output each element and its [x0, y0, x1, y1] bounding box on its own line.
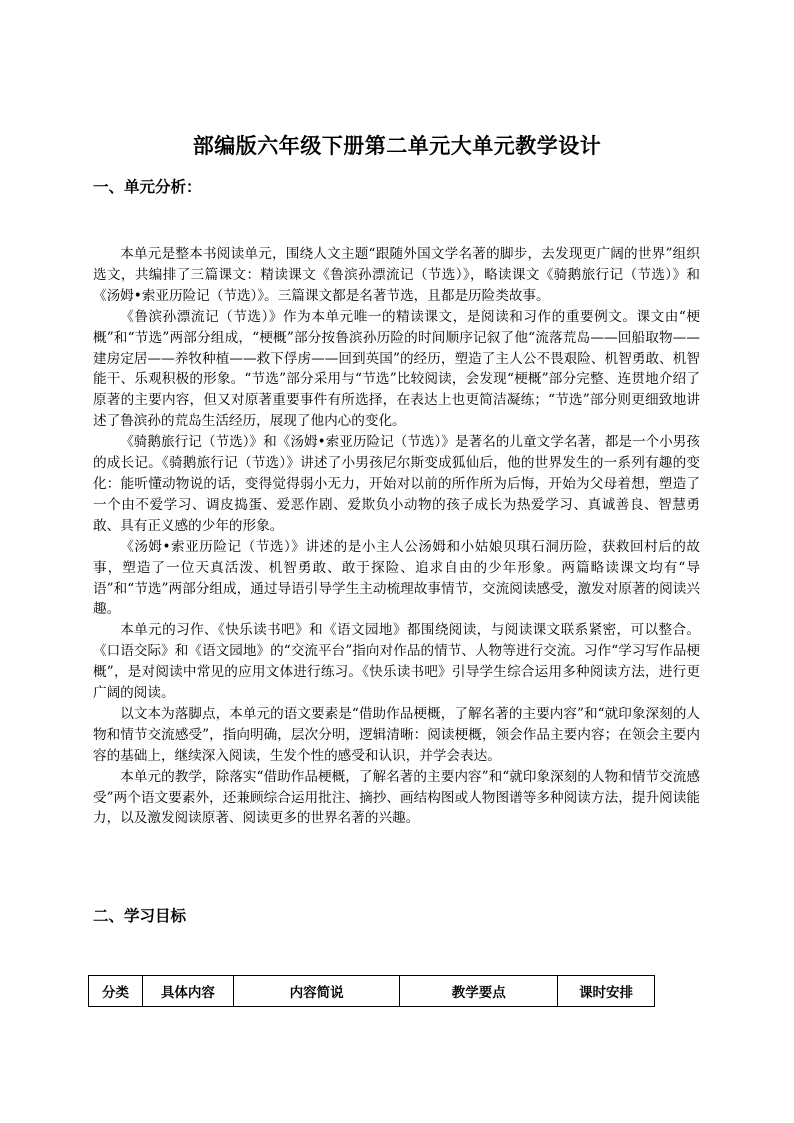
section-heading-learning-goals: 二、学习目标	[93, 907, 187, 925]
table-header-schedule: 课时安排	[558, 976, 655, 1007]
table-header-row	[89, 976, 655, 1007]
table-header-summary: 内容简说	[233, 976, 400, 1007]
document-title: 部编版六年级下册第二单元大单元教学设计	[192, 134, 602, 158]
paragraph-4: 《汤姆•索亚历险记（节选）》讲述的是小主人公汤姆和小姑娘贝琪石洞历险，获救回村后的故事，塑造了一位天真活泼、机智勇敢、敢于探险、追求自由的少年形象。两篇略读课文均有“导语”和“节选”两部分组成，通过导语引导学生主动梳理故事情节，交流阅读感受，激发对原著的阅读兴趣。	[93, 538, 700, 618]
paragraph-1: 本单元是整本书阅读单元，围绕人文主题“跟随外国文学名著的脚步，去发现更广阔的世界”组织选文，共编排了三篇课文：精读课文《鲁滨孙漂流记（节选）》，略读课文《骑鹅旅行记（节选）》和《汤姆•索亚历险记（节选）》。三篇课文都是名著节选，且都是历险类故事。	[93, 246, 700, 304]
table-header-category: 分类	[89, 976, 143, 1007]
paragraph-2: 《鲁滨孙漂流记（节选）》作为本单元唯一的精读课文，是阅读和习作的重要例文。课文由“梗概”和“节选”两部分组成，“梗概”部分按鲁滨孙历险的时间顺序记叙了他“流落荒岛——回船取物——建房定居——养牧种植——救下俘虏——回到英国”的经历，塑造了主人公不畏艰险、机智勇敢、机智能干、乐观积极的形象。“节选”部分采用与“节选”比较阅读，会发现“梗概”部分完整、连贯地介绍了原著的主要内容，但又对原著重要事件有所选择，在表达上也更简洁凝练；“节选”部分则更细致地讲述了鲁滨孙的荒岛生活经历，展现了他内心的变化。	[93, 308, 700, 430]
table-header-content: 具体内容	[142, 976, 233, 1007]
unit-analysis-body	[93, 244, 700, 829]
learning-goals-table	[88, 975, 655, 1007]
paragraph-5: 本单元的习作、《快乐读书吧》和《语文园地》都围绕阅读，与阅读课文联系紧密，可以整合。《口语交际》和《语文园地》的“交流平台”指向对作品的情节、人物等进行交流。习作“学习写作品梗概”，是对阅读中常见的应用文体进行练习。《快乐读书吧》引导学生综合运用多种阅读方法，进行更广阔的阅读。	[93, 622, 700, 702]
paragraph-6: 以文本为落脚点，本单元的语文要素是“借助作品梗概，了解名著的主要内容”和“就印象深刻的人物和情节交流感受”，指向明确，层次分明，逻辑清晰：阅读梗概，领会作品主要内容；在领会主要内容的基础上，继续深入阅读，生发个性的感受和认识，并学会表达。	[93, 705, 700, 764]
table-header-teaching-points: 教学要点	[400, 976, 558, 1007]
section-heading-unit-analysis: 一、单元分析：	[93, 178, 202, 196]
paragraph-3: 《骑鹅旅行记（节选）》和《汤姆•索亚历险记（节选）》是著名的儿童文学名著，都是一个小男孩的成长记。《骑鹅旅行记（节选）》讲述了小男孩尼尔斯变成狐仙后，他的世界发生的一系列有趣的变化：能听懂动物说的话，变得觉得弱小无力，开始对以前的所作所为后悔，开始为父母着想，塑造了一个由不爱学习、调皮捣蛋、爱恶作剧、爱欺负小动物的孩子成长为热爱学习、真诚善良、智慧勇敢、具有正义感的少年的形象。	[93, 434, 700, 534]
paragraph-7: 本单元的教学，除落实“借助作品梗概，了解名著的主要内容”和“就印象深刻的人物和情节交流感受”两个语文要素外，还兼顾综合运用批注、摘抄、画结构图或人物图谱等多种阅读方法，提升阅读能力，以及激发阅读原著、阅读更多的世界名著的兴趣。	[93, 768, 700, 827]
